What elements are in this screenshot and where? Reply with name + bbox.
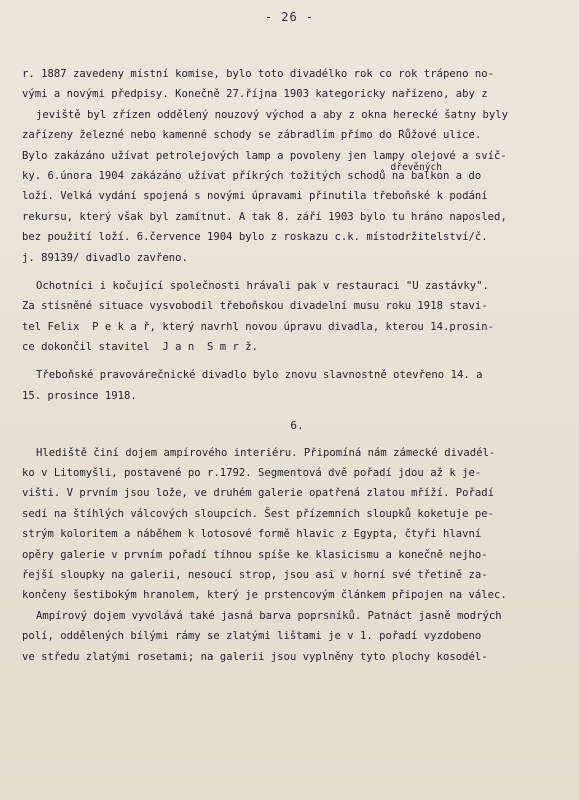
text-line: ve středu zlatými rosetami; na galerii jsou vyplněny tyto plochy kosodél- [22,650,488,663]
text-line: rekursu, který však byl zamítnut. A tak 8. září 1903 bylo tu hráno naposled, [22,210,507,223]
text-line: vými a novými předpisy. Konečně 27.října 1903 kategoricky nařízeno, aby z [22,88,488,101]
section-number: 6. [290,419,304,433]
text-line: 15. prosince 1918. [22,389,137,402]
text-line: polí, oddělených bílými rámy se zlatými lištami je v 1. pořadí vyzdobeno [22,630,482,643]
text-line: j. 89139/ divadlo zavřeno. [22,251,188,264]
text-line: zařízeny železné nebo kamenné schody se zábradlím přímo do Růžové ulice. [22,129,482,142]
section-paragraph-2 [22,606,572,667]
text-line: ce dokončil stavitel J a n S m r ž. [22,341,258,354]
paragraph-gap [22,357,572,365]
text-line: Hlediště činí dojem ampírového interiéru. Připomíná nám zámecké divadél- [36,446,496,459]
text-line: ky. 6.února 1904 zakázáno užívat příkrých tožitých schodů na balkon a do [22,169,482,182]
text-line: končeny šestibokým hranolem, který je prstencovým článkem připojen na válec. [22,589,507,602]
text-line: jeviště byl zřízen oddělený nouzový východ a aby z okna herecké šatny byly [36,108,508,121]
section-paragraph-1 [22,443,572,606]
text-line: Ampírový dojem vyvolává také jasná barva poprsníků. Patnáct jasně modrých [36,609,502,622]
interlinear-insert: dřevěných [390,161,442,173]
text-line: opěry galerie v prvním pořadí tíhnou spíše ke klasicismu a konečně nejho- [22,548,488,561]
paragraph-3 [22,365,572,406]
document-body [22,64,572,667]
text-line: višti. V prvním jsou lože, ve druhém galerie opatřená zlatou mříží. Pořadí [22,487,494,500]
paragraph-2 [22,276,572,358]
text-line: loží. Velká vydání spojená s novými úpravami přinutila třeboňské k podání [22,190,488,203]
text-line: ko v Litomyšli, postavené po r.1792. Segmentová dvě pořadí jdou až k je- [22,467,482,480]
text-line: r. 1887 zavedeny místní komise, bylo toto divadélko rok co rok trápeno no- [22,68,494,80]
text-line: Ochotníci i kočující společnosti hrávali pak v restauraci "U zastávky". [36,279,489,292]
text-line: strým koloritem a náběhem k lotosové formě hlavic z Egypta, čtyři hlavní [22,528,482,541]
text-line: sedí na štíhlých válcových sloupcích. Šest přízemních sloupků koketuje pe- [22,507,494,520]
page-number: - 26 - [264,10,315,24]
text-line: tel Felix P e k a ř, který navrhl novou úpravu divadla, kterou 14.prosin- [22,320,494,333]
text-line: bez použití loží. 6.července 1904 bylo z roskazu c.k. místodržitelství/č. [22,231,488,244]
text-line: Třeboňské pravovárečnické divadlo bylo znovu slavnostně otevřeno 14. a [36,369,483,382]
text-line: řejší sloupky na galerii, nesoucí strop, jsou asi v horní své třetině za- [22,568,488,581]
paragraph-1 [22,64,572,268]
paragraph-gap [22,268,572,276]
text-line: Za stísněné situace vysvobodil třeboňskou divadelní musu roku 1918 stavi- [22,300,488,313]
text-line: Bylo zakázáno užívat petrolejových lamp a povoleny jen lampy olejové a svíč- [22,149,507,162]
